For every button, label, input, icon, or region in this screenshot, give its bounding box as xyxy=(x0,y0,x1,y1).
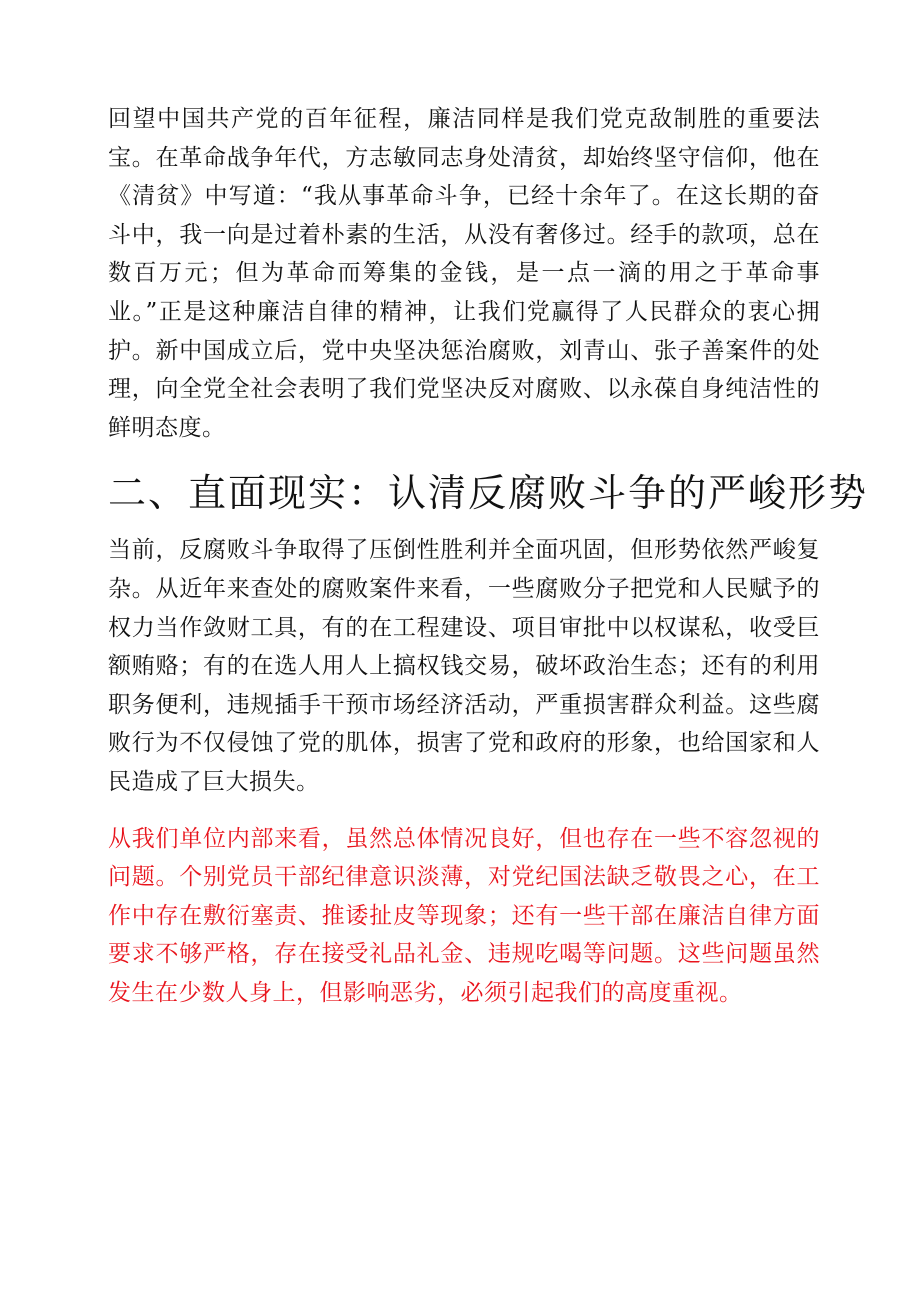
paragraph-internal-problems: 从我们单位内部来看，虽然总体情况良好，但也存在一些不容忽视的问题。个别党员干部纪律意识淡薄，对党纪国法缺乏敬畏之心，在工作中存在敷衍塞责、推诿扯皮等现象；还有一些干部在廉洁自律方面要求不够严格，存在接受礼品礼金、违规吃喝等问题。这些问题虽然发生在少数人身上，但影响恶劣，必须引起我们的高度重视。 xyxy=(108,825,820,1006)
document-page xyxy=(108,100,869,1012)
section-heading: 二、直面现实：认清反腐败斗争的严峻形势 xyxy=(108,471,869,516)
paragraph-current-situation: 当前，反腐败斗争取得了压倒性胜利并全面巩固，但形势依然严峻复杂。从近年来查处的腐败案件来看，一些腐败分子把党和人民赋予的权力当作敛财工具，有的在工程建设、项目审批中以权谋私，收受巨额贿赂；有的在选人用人上搞权钱交易，破坏政治生态；还有的利用职务便利，违规插手干预市场经济活动，严重损害群众利益。这些腐败行为不仅侵蚀了党的肌体，损害了党和政府的形象，也给国家和人民造成了巨大损失。 xyxy=(108,537,820,795)
paragraph-party-history: 回望中国共产党的百年征程，廉洁同样是我们党克敌制胜的重要法宝。在革命战争年代，方志敏同志身处清贫，却始终坚守信仰，他在《清贫》中写道：“我从事革命斗争，已经十余年了。在这长期的奋斗中，我一向是过着朴素的生活，从没有奢侈过。经手的款项，总在数百万元；但为革命而筹集的金钱，是一点一滴的用之于革命事业。”正是这种廉洁自律的精神，让我们党赢得了人民群众的衷心拥护。新中国成立后，党中央坚决惩治腐败，刘青山、张子善案件的处理，向全党全社会表明了我们党坚决反对腐败、以永葆自身纯洁性的鲜明态度。 xyxy=(108,106,820,441)
